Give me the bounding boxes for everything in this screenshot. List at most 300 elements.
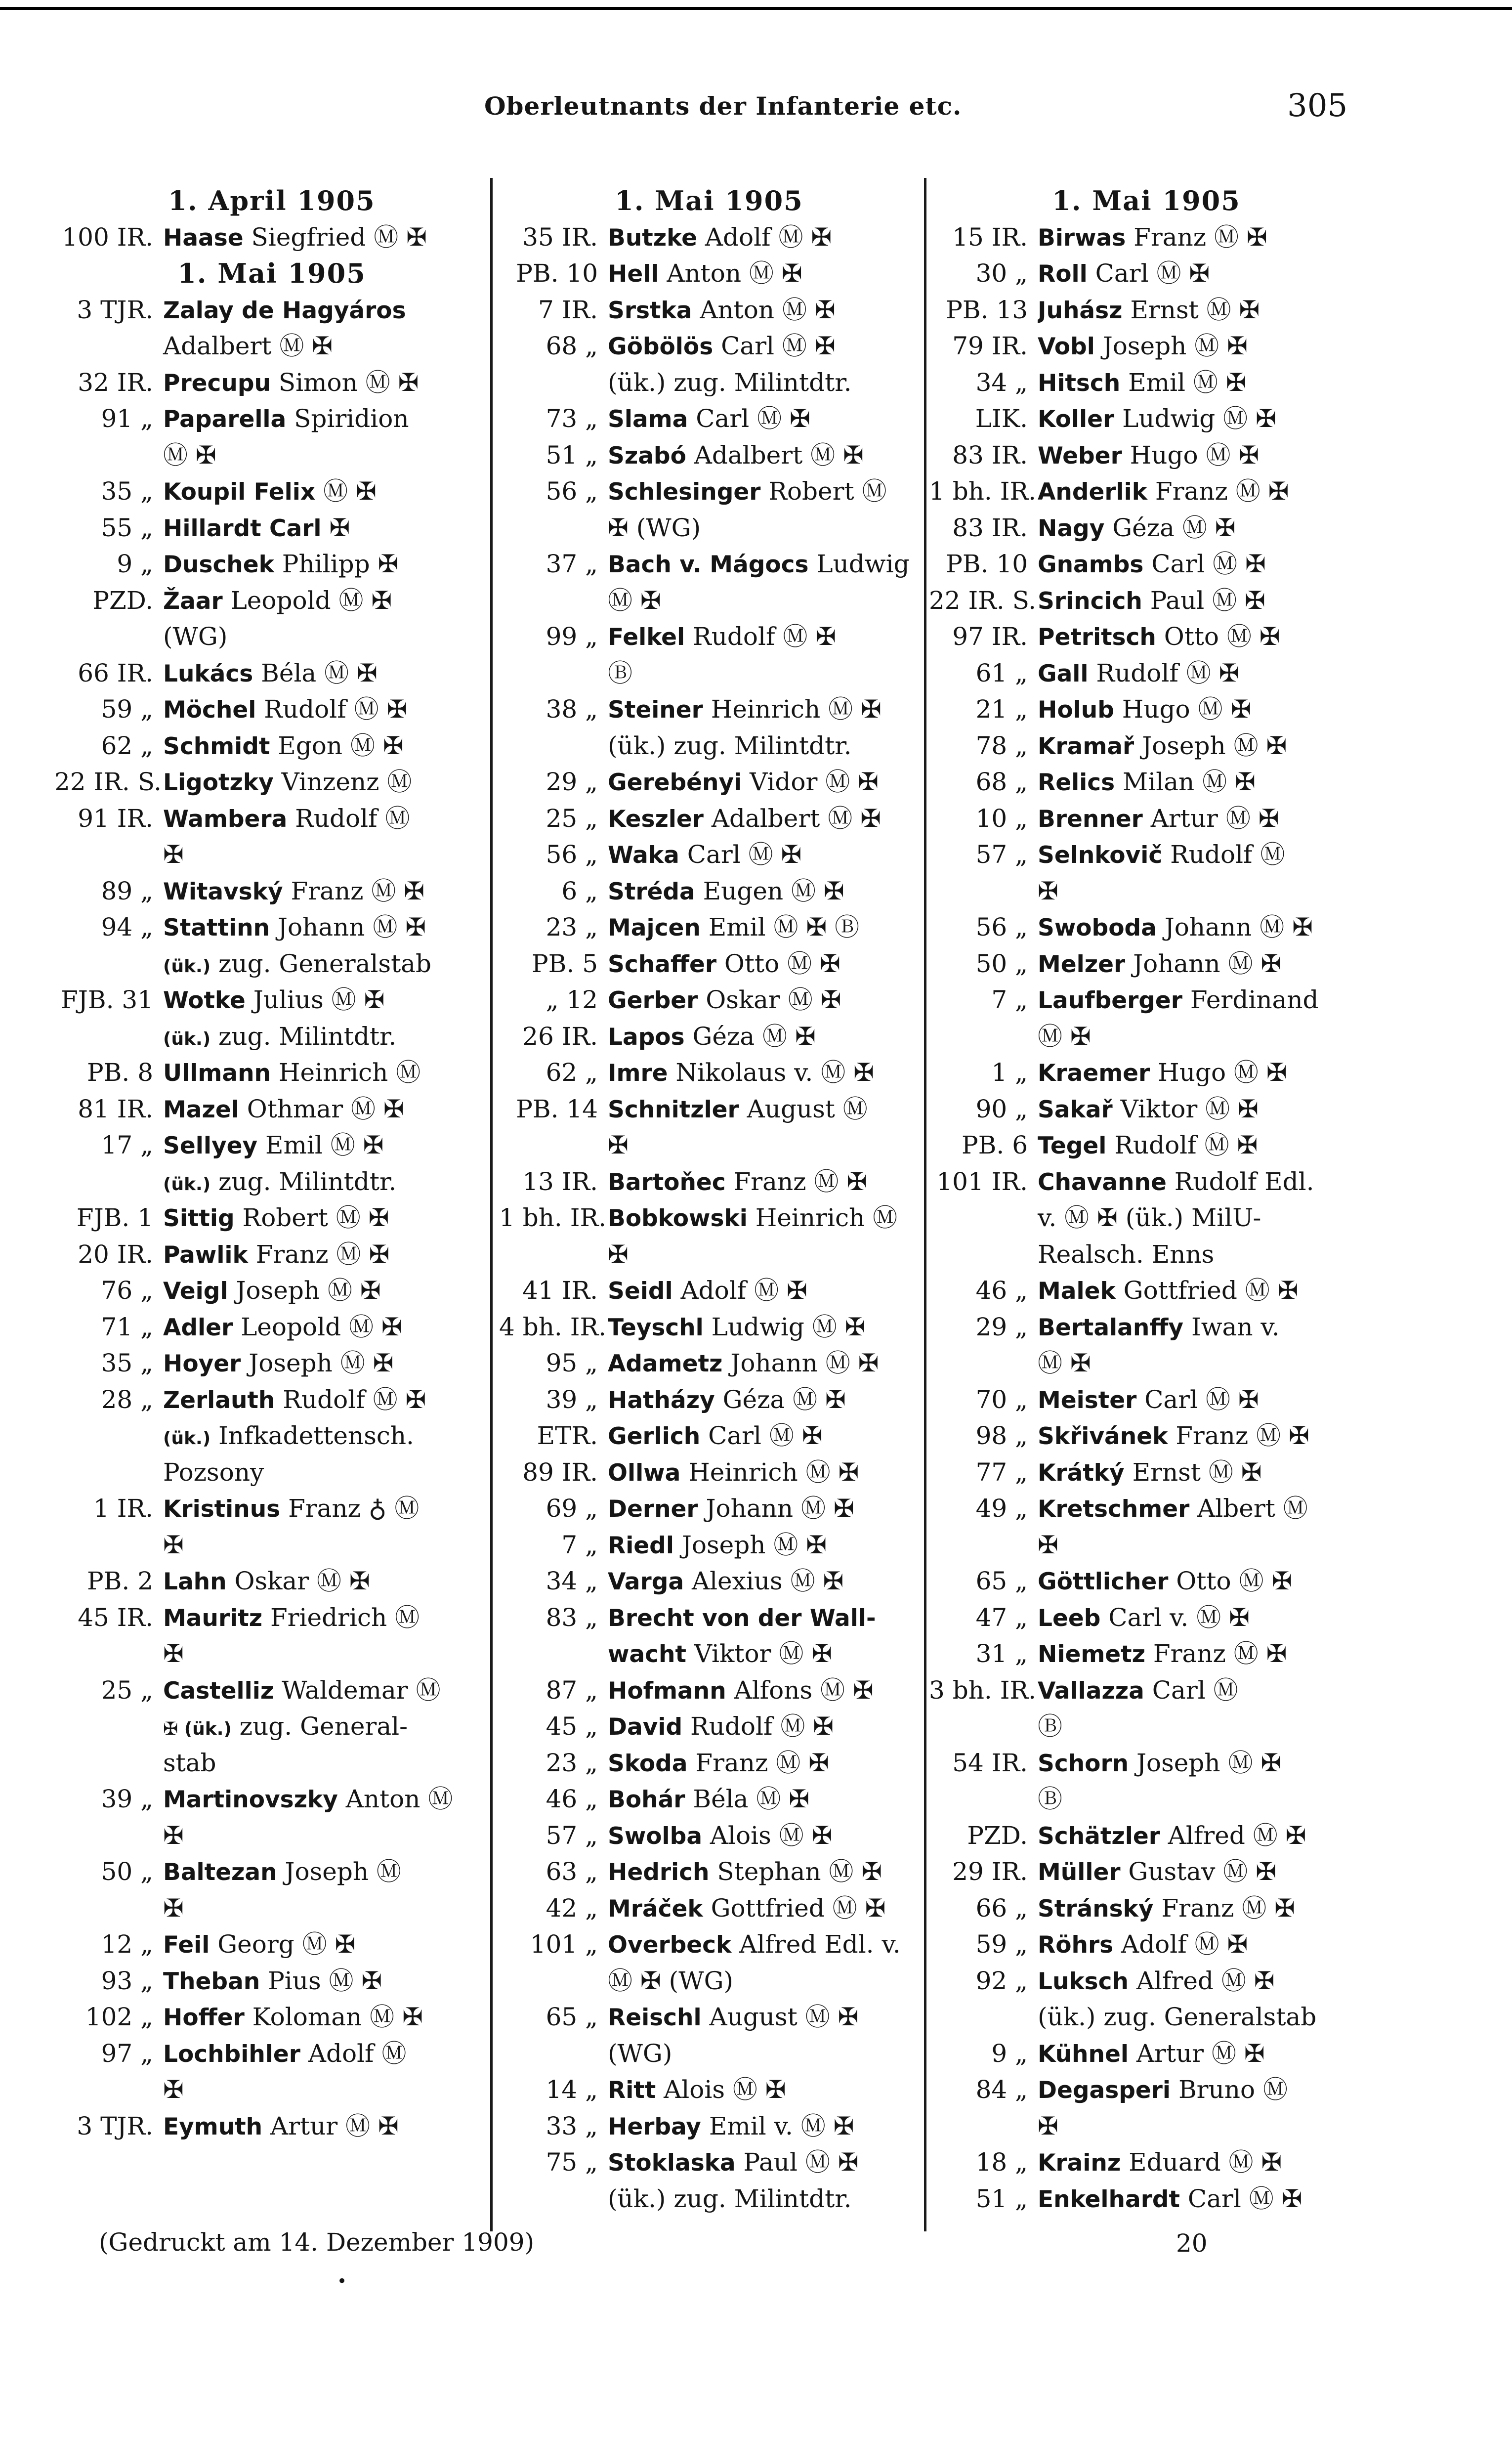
officer-entry <box>499 837 919 873</box>
entry-text <box>608 1709 919 1745</box>
officer-surname: Teyschl <box>608 1314 704 1341</box>
officer-entry <box>499 1418 919 1454</box>
entry-text <box>1038 1127 1364 1164</box>
officer-entry <box>499 2072 919 2108</box>
given-name-and-decorations: Carl Ⓜ ✠ <box>713 332 836 360</box>
officer-surname: Anderlik <box>1038 478 1148 506</box>
officer-surname: Srincich <box>1038 587 1142 615</box>
regiment-ref: 49 „ <box>975 1494 1028 1523</box>
regiment-ref: 45 IR. <box>78 1603 153 1632</box>
entry-text <box>929 1781 1364 1818</box>
regiment-ref: FJB. 1 <box>76 1203 153 1232</box>
given-name-and-decorations: Heinrich Ⓜ <box>747 1203 898 1232</box>
regiment-ref: LIK. <box>975 404 1028 433</box>
regiment-ref: 84 „ <box>975 2075 1028 2104</box>
entry-text <box>1038 401 1364 437</box>
regiment-ref: 33 „ <box>546 2111 598 2140</box>
regiment-ref: 89 IR. <box>522 1457 598 1487</box>
given-name-and-decorations: Alfred Ⓜ ✠ <box>1128 1966 1275 1995</box>
entry-text <box>163 473 489 510</box>
entry-text <box>163 1926 489 1963</box>
given-name-and-decorations: Ⓑ <box>1038 1785 1062 1813</box>
given-name-and-decorations: Béla Ⓜ ✠ <box>253 658 378 687</box>
entry-text <box>499 1127 919 1164</box>
given-name-and-decorations: Rudolf Ⓜ ✠ <box>1106 1131 1258 1159</box>
officer-surname: Bohár <box>608 1786 685 1813</box>
given-name-and-decorations: Franz Ⓜ ✠ <box>1153 1893 1296 1923</box>
regiment-ref: 1 bh. IR. <box>929 477 1036 506</box>
officer-entry <box>499 1999 919 2036</box>
officer-surname: Wambera <box>163 805 288 833</box>
given-name-and-decorations: Simon Ⓜ ✠ <box>270 368 419 397</box>
given-name-and-decorations: Johann Ⓜ ✠ <box>698 1494 854 1523</box>
entry-text <box>163 691 489 728</box>
officer-entry <box>54 219 489 256</box>
entry-text <box>163 655 489 692</box>
entry-continuation <box>499 1237 919 1273</box>
officer-entry <box>499 873 919 910</box>
officer-surname: Gerlich <box>608 1423 701 1450</box>
officer-entry <box>929 437 1364 474</box>
officer-entry <box>929 1491 1364 1527</box>
officer-entry <box>499 473 919 510</box>
given-name-and-decorations: Ludwig Ⓜ ✠ <box>1114 404 1276 433</box>
officer-entry <box>499 328 919 365</box>
officer-surname: Witavský <box>163 878 283 905</box>
entry-text <box>163 1600 489 1636</box>
entry-text <box>608 909 919 946</box>
entry-text <box>163 219 489 256</box>
officer-surname: Laufberger <box>1038 987 1182 1014</box>
entry-text <box>929 1237 1364 1273</box>
regiment-ref: PB. 14 <box>516 1094 598 1123</box>
officer-surname: Kraemer <box>1038 1060 1150 1087</box>
given-name-and-decorations: Alois Ⓜ ✠ <box>702 1821 833 1850</box>
officer-entry <box>499 1055 919 1091</box>
entry-text <box>54 437 489 474</box>
entry-continuation <box>499 583 919 619</box>
given-name-and-decorations: Géza Ⓜ ✠ <box>1104 513 1236 542</box>
given-name-and-decorations: Paul Ⓜ ✠ <box>735 2148 859 2177</box>
given-name-and-decorations: Paul Ⓜ ✠ <box>1142 586 1265 615</box>
regiment-ref: 39 „ <box>101 1785 153 1813</box>
entry-text <box>608 1055 919 1091</box>
date-heading <box>54 183 489 219</box>
officer-surname: Majcen <box>608 914 701 941</box>
officer-surname: Adametz <box>608 1350 723 1377</box>
officer-surname: Riedl <box>608 1532 674 1559</box>
officer-entry <box>54 510 489 547</box>
given-name-and-decorations: Gustav Ⓜ ✠ <box>1120 1857 1277 1886</box>
assignment-abbrev: (ük.) <box>163 1028 211 1049</box>
regiment-ref: 1 „ <box>991 1058 1028 1087</box>
officer-surname: Lapos <box>608 1023 685 1051</box>
given-name-and-decorations: Artur Ⓜ ✠ <box>262 2111 399 2140</box>
given-name-and-decorations: Bruno Ⓜ <box>1171 2075 1288 2104</box>
given-name-and-decorations: Waldemar Ⓜ <box>274 1675 441 1705</box>
given-name-and-decorations: ✠ <box>608 1240 629 1269</box>
regiment-ref: 57 „ <box>546 1821 598 1850</box>
officer-entry <box>929 946 1364 983</box>
entry-text <box>163 546 489 583</box>
entry-text <box>54 1636 489 1672</box>
entry-text <box>1038 292 1364 329</box>
given-name-and-decorations: Carl Ⓜ ✠ <box>679 840 802 869</box>
officer-entry <box>929 1963 1364 2000</box>
officer-surname: Bobkowski <box>608 1205 748 1232</box>
regiment-ref: 13 IR. <box>522 1167 598 1196</box>
entry-text <box>608 1600 919 1636</box>
officer-surname: Baltezan <box>163 1859 277 1886</box>
page-header <box>0 87 1512 131</box>
officer-surname: Felkel <box>608 624 685 651</box>
officer-entry <box>54 401 489 437</box>
officer-surname: Skoda <box>608 1750 688 1777</box>
entry-text <box>54 1890 489 1927</box>
entry-text <box>1038 1818 1364 1854</box>
entry-text <box>608 982 919 1019</box>
given-name-and-decorations: Heinrich Ⓜ ✠ <box>703 695 882 724</box>
signature-mark: 20 <box>1176 2229 1208 2258</box>
officer-entry <box>54 1563 489 1600</box>
entry-continuation <box>54 1418 489 1454</box>
given-name-and-decorations: Viktor Ⓜ ✠ <box>1112 1094 1259 1123</box>
regiment-ref: 62 „ <box>101 731 153 760</box>
given-name-and-decorations: Ernst Ⓜ ✠ <box>1122 295 1260 324</box>
entry-text <box>499 583 919 619</box>
officer-entry <box>929 801 1364 837</box>
entry-text <box>1038 1636 1364 1672</box>
entry-text <box>608 2144 919 2181</box>
entry-text <box>1038 946 1364 983</box>
given-name-and-decorations: Ⓜ ✠ <box>608 586 661 615</box>
officer-entry <box>929 1091 1364 1128</box>
officer-surname: Ollwa <box>608 1459 681 1487</box>
officer-entry <box>499 764 919 801</box>
entry-text <box>1038 2036 1364 2072</box>
entry-text <box>163 1127 489 1164</box>
entry-continuation <box>929 1709 1364 1745</box>
officer-entry <box>499 401 919 437</box>
officer-surname: Hofmann <box>608 1677 726 1705</box>
officer-entry <box>499 1309 919 1346</box>
entry-text <box>1038 1273 1364 1309</box>
date-heading-text: 1. Mai 1905 <box>1052 185 1241 216</box>
officer-entry <box>929 691 1364 728</box>
entry-continuation <box>929 1345 1364 1382</box>
given-name-and-decorations: Johann Ⓜ ✠ <box>270 913 426 941</box>
officer-surname: Sittig <box>163 1205 235 1232</box>
regiment-ref: 101 „ <box>530 1930 598 1959</box>
officer-entry <box>54 1091 489 1128</box>
regiment-ref: 59 „ <box>975 1930 1028 1959</box>
entry-text <box>608 1418 919 1454</box>
officer-entry <box>499 1781 919 1818</box>
given-name-and-decorations: Ludwig Ⓜ ✠ <box>703 1312 866 1341</box>
officer-entry <box>54 1309 489 1346</box>
officer-surname: Kramař <box>1038 732 1134 760</box>
given-name-and-decorations: Carl Ⓜ ✠ <box>1143 550 1266 578</box>
entry-text <box>1038 510 1364 547</box>
given-name-and-decorations: Leopold Ⓜ ✠ <box>233 1312 402 1341</box>
given-name-and-decorations: Rudolf Ⓜ ✠ <box>682 1712 834 1741</box>
entry-text <box>608 1454 919 1491</box>
regiment-ref: 38 „ <box>546 695 598 724</box>
officer-surname: Stoklaska <box>608 2149 736 2177</box>
entry-text <box>608 873 919 910</box>
officer-surname: Lahn <box>163 1568 227 1595</box>
regiment-ref: 4 bh. IR. <box>499 1312 606 1341</box>
regiment-ref: 9 „ <box>991 2039 1028 2068</box>
regiment-ref: 1 IR. <box>93 1494 153 1523</box>
entry-continuation <box>929 873 1364 910</box>
entry-continuation <box>54 1636 489 1672</box>
officer-surname: Hillardt Carl <box>163 514 322 542</box>
regiment-ref: 18 „ <box>975 2148 1028 2177</box>
officer-surname: Melzer <box>1038 950 1126 978</box>
given-name-and-decorations: Johann Ⓜ ✠ <box>722 1349 879 1377</box>
entry-text <box>163 873 489 910</box>
regiment-ref: 37 „ <box>546 550 598 578</box>
regiment-ref: 91 IR. <box>78 804 153 833</box>
officer-entry <box>929 1055 1364 1091</box>
given-name-and-decorations: Rudolf Ⓜ ✠ <box>1088 658 1240 687</box>
entry-text <box>54 1019 489 1055</box>
given-name-and-decorations: ✠ <box>1038 876 1058 905</box>
officer-surname: Lukács <box>163 660 253 687</box>
entry-text <box>608 946 919 983</box>
entry-text <box>608 546 919 583</box>
given-name-and-decorations: Rudolf Ⓜ ✠ <box>685 622 837 651</box>
assignment-abbrev: ✠ (ük.) <box>163 1719 232 1739</box>
given-name-and-decorations: Emil v. Ⓜ ✠ <box>701 2111 854 2140</box>
regiment-ref: 3 TJR. <box>77 2111 153 2140</box>
officer-entry <box>929 2036 1364 2072</box>
officer-surname: Mráček <box>608 1895 703 1923</box>
regiment-ref: 50 „ <box>975 949 1028 978</box>
given-name-and-decorations: Adalbert Ⓜ ✠ <box>686 440 864 470</box>
regiment-ref: 51 „ <box>975 2184 1028 2213</box>
officer-entry <box>499 1672 919 1709</box>
entry-text <box>499 2036 919 2072</box>
given-name-and-decorations: August Ⓜ ✠ <box>701 2003 859 2031</box>
officer-surname: Precupu <box>163 369 271 397</box>
given-name-and-decorations: Carl Ⓜ ✠ <box>1087 259 1210 288</box>
entry-text <box>608 256 919 292</box>
given-name-and-decorations: Friedrich Ⓜ <box>262 1603 420 1632</box>
regiment-ref: 81 IR. <box>78 1094 153 1123</box>
entry-text <box>1038 1491 1364 1527</box>
given-name-and-decorations: Oskar Ⓜ ✠ <box>226 1567 370 1595</box>
given-name-and-decorations: Pozsony <box>163 1457 264 1487</box>
given-name-and-decorations: Franz Ⓜ ✠ <box>1145 1639 1287 1668</box>
running-title: Oberleutnants der Infanterie etc. <box>484 91 962 121</box>
officer-surname: Derner <box>608 1496 698 1523</box>
regiment-ref: 26 IR. <box>522 1022 598 1051</box>
given-name-and-decorations: Géza Ⓜ ✠ <box>714 1385 846 1414</box>
officer-entry <box>499 1890 919 1927</box>
entry-text <box>499 365 919 401</box>
given-name-and-decorations: Joseph Ⓜ ✠ <box>228 1276 381 1305</box>
given-name-and-decorations: Carl Ⓜ ✠ <box>1136 1385 1259 1414</box>
regiment-ref: 102 „ <box>85 2003 153 2031</box>
entry-text <box>163 982 489 1019</box>
regiment-ref: 65 „ <box>975 1567 1028 1595</box>
given-name-and-decorations: Alfred Edl. v. <box>731 1930 901 1959</box>
given-name-and-decorations: Ernst Ⓜ ✠ <box>1124 1457 1262 1487</box>
officer-entry <box>929 1600 1364 1636</box>
officer-surname: Mauritz <box>163 1604 263 1632</box>
entry-continuation <box>54 837 489 873</box>
given-name-and-decorations: Georg Ⓜ ✠ <box>210 1930 356 1959</box>
regiment-ref: 62 „ <box>546 1058 598 1087</box>
given-name-and-decorations: Eugen Ⓜ ✠ <box>695 876 844 905</box>
officer-entry <box>54 1055 489 1091</box>
officer-surname: Adler <box>163 1314 233 1341</box>
given-name-and-decorations: Anton Ⓜ ✠ <box>659 259 802 288</box>
entry-text <box>929 1019 1364 1055</box>
date-heading-text: 1. Mai 1905 <box>615 185 803 216</box>
officer-entry <box>54 764 489 801</box>
given-name-and-decorations: Oskar Ⓜ ✠ <box>698 985 841 1014</box>
regiment-ref: 56 „ <box>546 477 598 506</box>
given-name-and-decorations: Johann Ⓜ ✠ <box>1156 913 1313 941</box>
given-name-and-decorations: Robert Ⓜ <box>760 477 887 506</box>
officer-entry <box>929 401 1364 437</box>
regiment-ref: 54 IR. <box>952 1748 1028 1777</box>
entry-text <box>163 510 489 547</box>
regiment-ref: PB. 10 <box>516 259 598 288</box>
officer-entry <box>499 982 919 1019</box>
entry-continuation <box>54 2072 489 2108</box>
entry-text <box>1038 1454 1364 1491</box>
regiment-ref: 61 „ <box>975 658 1028 687</box>
officer-surname: Vobl <box>1038 333 1095 360</box>
officer-surname: Schnitzler <box>608 1096 739 1123</box>
entry-text <box>608 1926 919 1963</box>
given-name-and-decorations: (ük.) zug. Milintdtr. <box>608 368 852 397</box>
officer-surname: Theban <box>163 1967 260 1995</box>
officer-surname: Relics <box>1038 769 1115 796</box>
entry-text <box>1038 1854 1364 1890</box>
entry-text <box>499 510 919 547</box>
officer-surname: Pawlik <box>163 1241 248 1269</box>
officer-entry <box>499 292 919 329</box>
officer-surname: Koupil Felix <box>163 478 316 506</box>
given-name-and-decorations: Joseph Ⓜ ✠ <box>1129 1748 1282 1777</box>
regiment-ref: 21 „ <box>975 695 1028 724</box>
regiment-ref: 90 „ <box>975 1094 1028 1123</box>
regiment-ref: 70 „ <box>975 1385 1028 1414</box>
entry-text <box>499 655 919 692</box>
entry-text <box>1038 1418 1364 1454</box>
regiment-ref: 91 „ <box>101 404 153 433</box>
officer-surname: Kristinus <box>163 1496 281 1523</box>
given-name-and-decorations: Franz Ⓜ ✠ <box>248 1240 390 1269</box>
entry-text <box>1038 982 1364 1019</box>
entry-text <box>608 219 919 256</box>
given-name-and-decorations: Alexius Ⓜ ✠ <box>684 1567 844 1595</box>
given-name-and-decorations: Milan Ⓜ ✠ <box>1115 768 1256 796</box>
regiment-ref: 17 „ <box>101 1131 153 1159</box>
entry-text <box>1038 1890 1364 1927</box>
regiment-ref: 63 „ <box>546 1857 598 1886</box>
entry-text <box>608 1309 919 1346</box>
officer-surname: Juhász <box>1038 297 1123 324</box>
officer-entry <box>929 473 1364 510</box>
officer-entry <box>929 1672 1364 1709</box>
regiment-ref: 34 „ <box>975 368 1028 397</box>
entry-text <box>608 1164 919 1200</box>
given-name-and-decorations: Anton Ⓜ <box>337 1785 453 1813</box>
entry-text <box>163 401 489 437</box>
officer-surname: Röhrs <box>1038 1931 1114 1959</box>
given-name-and-decorations: Adolf Ⓜ ✠ <box>697 222 832 252</box>
officer-surname: Niemetz <box>1038 1641 1145 1668</box>
officer-surname: Zalay de Hagyáros <box>163 297 406 324</box>
regiment-ref: 1 bh. IR. <box>499 1203 606 1232</box>
given-name-and-decorations: Carl v. Ⓜ ✠ <box>1100 1603 1250 1632</box>
regiment-ref: 35 „ <box>101 477 153 506</box>
regiment-ref: 29 IR. <box>952 1857 1028 1886</box>
print-speck: • <box>337 2271 347 2291</box>
regiment-ref: PB. 2 <box>87 1567 153 1595</box>
given-name-and-decorations: zug. Milintdtr. <box>210 1167 397 1196</box>
officer-entry <box>54 873 489 910</box>
given-name-and-decorations: Adolf Ⓜ <box>300 2039 407 2068</box>
date-heading <box>929 183 1364 219</box>
officer-surname: Hedrich <box>608 1859 710 1886</box>
entry-text <box>1038 619 1364 655</box>
officer-surname: Bertalanffy <box>1038 1314 1184 1341</box>
entry-text <box>1038 728 1364 765</box>
officer-entry <box>499 1345 919 1382</box>
officer-surname: Tegel <box>1038 1132 1107 1159</box>
officer-entry <box>499 1745 919 1782</box>
given-name-and-decorations: Siegfried Ⓜ ✠ <box>243 222 427 252</box>
entry-text <box>1038 328 1364 365</box>
given-name-and-decorations: Rudolf Ⓜ ✠ <box>275 1385 426 1414</box>
regiment-ref: 97 „ <box>101 2039 153 2068</box>
entry-text <box>1038 1745 1364 1782</box>
regiment-ref: 22 IR. S. <box>929 586 1037 615</box>
regiment-ref: 71 „ <box>101 1312 153 1341</box>
officer-entry <box>499 2144 919 2181</box>
officer-entry <box>54 2108 489 2145</box>
officer-entry <box>54 982 489 1019</box>
given-name-and-decorations: ✠ <box>321 513 350 542</box>
officer-surname: Hell <box>608 260 659 288</box>
officer-entry <box>929 2181 1364 2218</box>
officer-surname: Bartoňec <box>608 1168 726 1196</box>
entry-continuation <box>499 2181 919 2218</box>
given-name-and-decorations: (ük.) zug. Milintdtr. <box>608 731 852 760</box>
regiment-ref: 25 „ <box>546 804 598 833</box>
regiment-ref: 12 „ <box>101 1930 153 1959</box>
entry-continuation <box>929 1527 1364 1564</box>
entry-text <box>608 1999 919 2036</box>
regiment-ref: 92 „ <box>975 1966 1028 1995</box>
date-heading <box>54 256 489 292</box>
given-name-and-decorations: Carl Ⓜ ✠ <box>700 1421 823 1450</box>
given-name-and-decorations: Adalbert Ⓜ ✠ <box>163 332 333 360</box>
entry-text <box>54 946 489 983</box>
given-name-and-decorations: ✠ <box>163 1530 184 1559</box>
entry-text <box>1038 473 1364 510</box>
regiment-ref: 89 „ <box>101 876 153 905</box>
given-name-and-decorations: (WG) <box>608 2039 672 2068</box>
given-name-and-decorations: ✠ <box>1038 2111 1058 2140</box>
